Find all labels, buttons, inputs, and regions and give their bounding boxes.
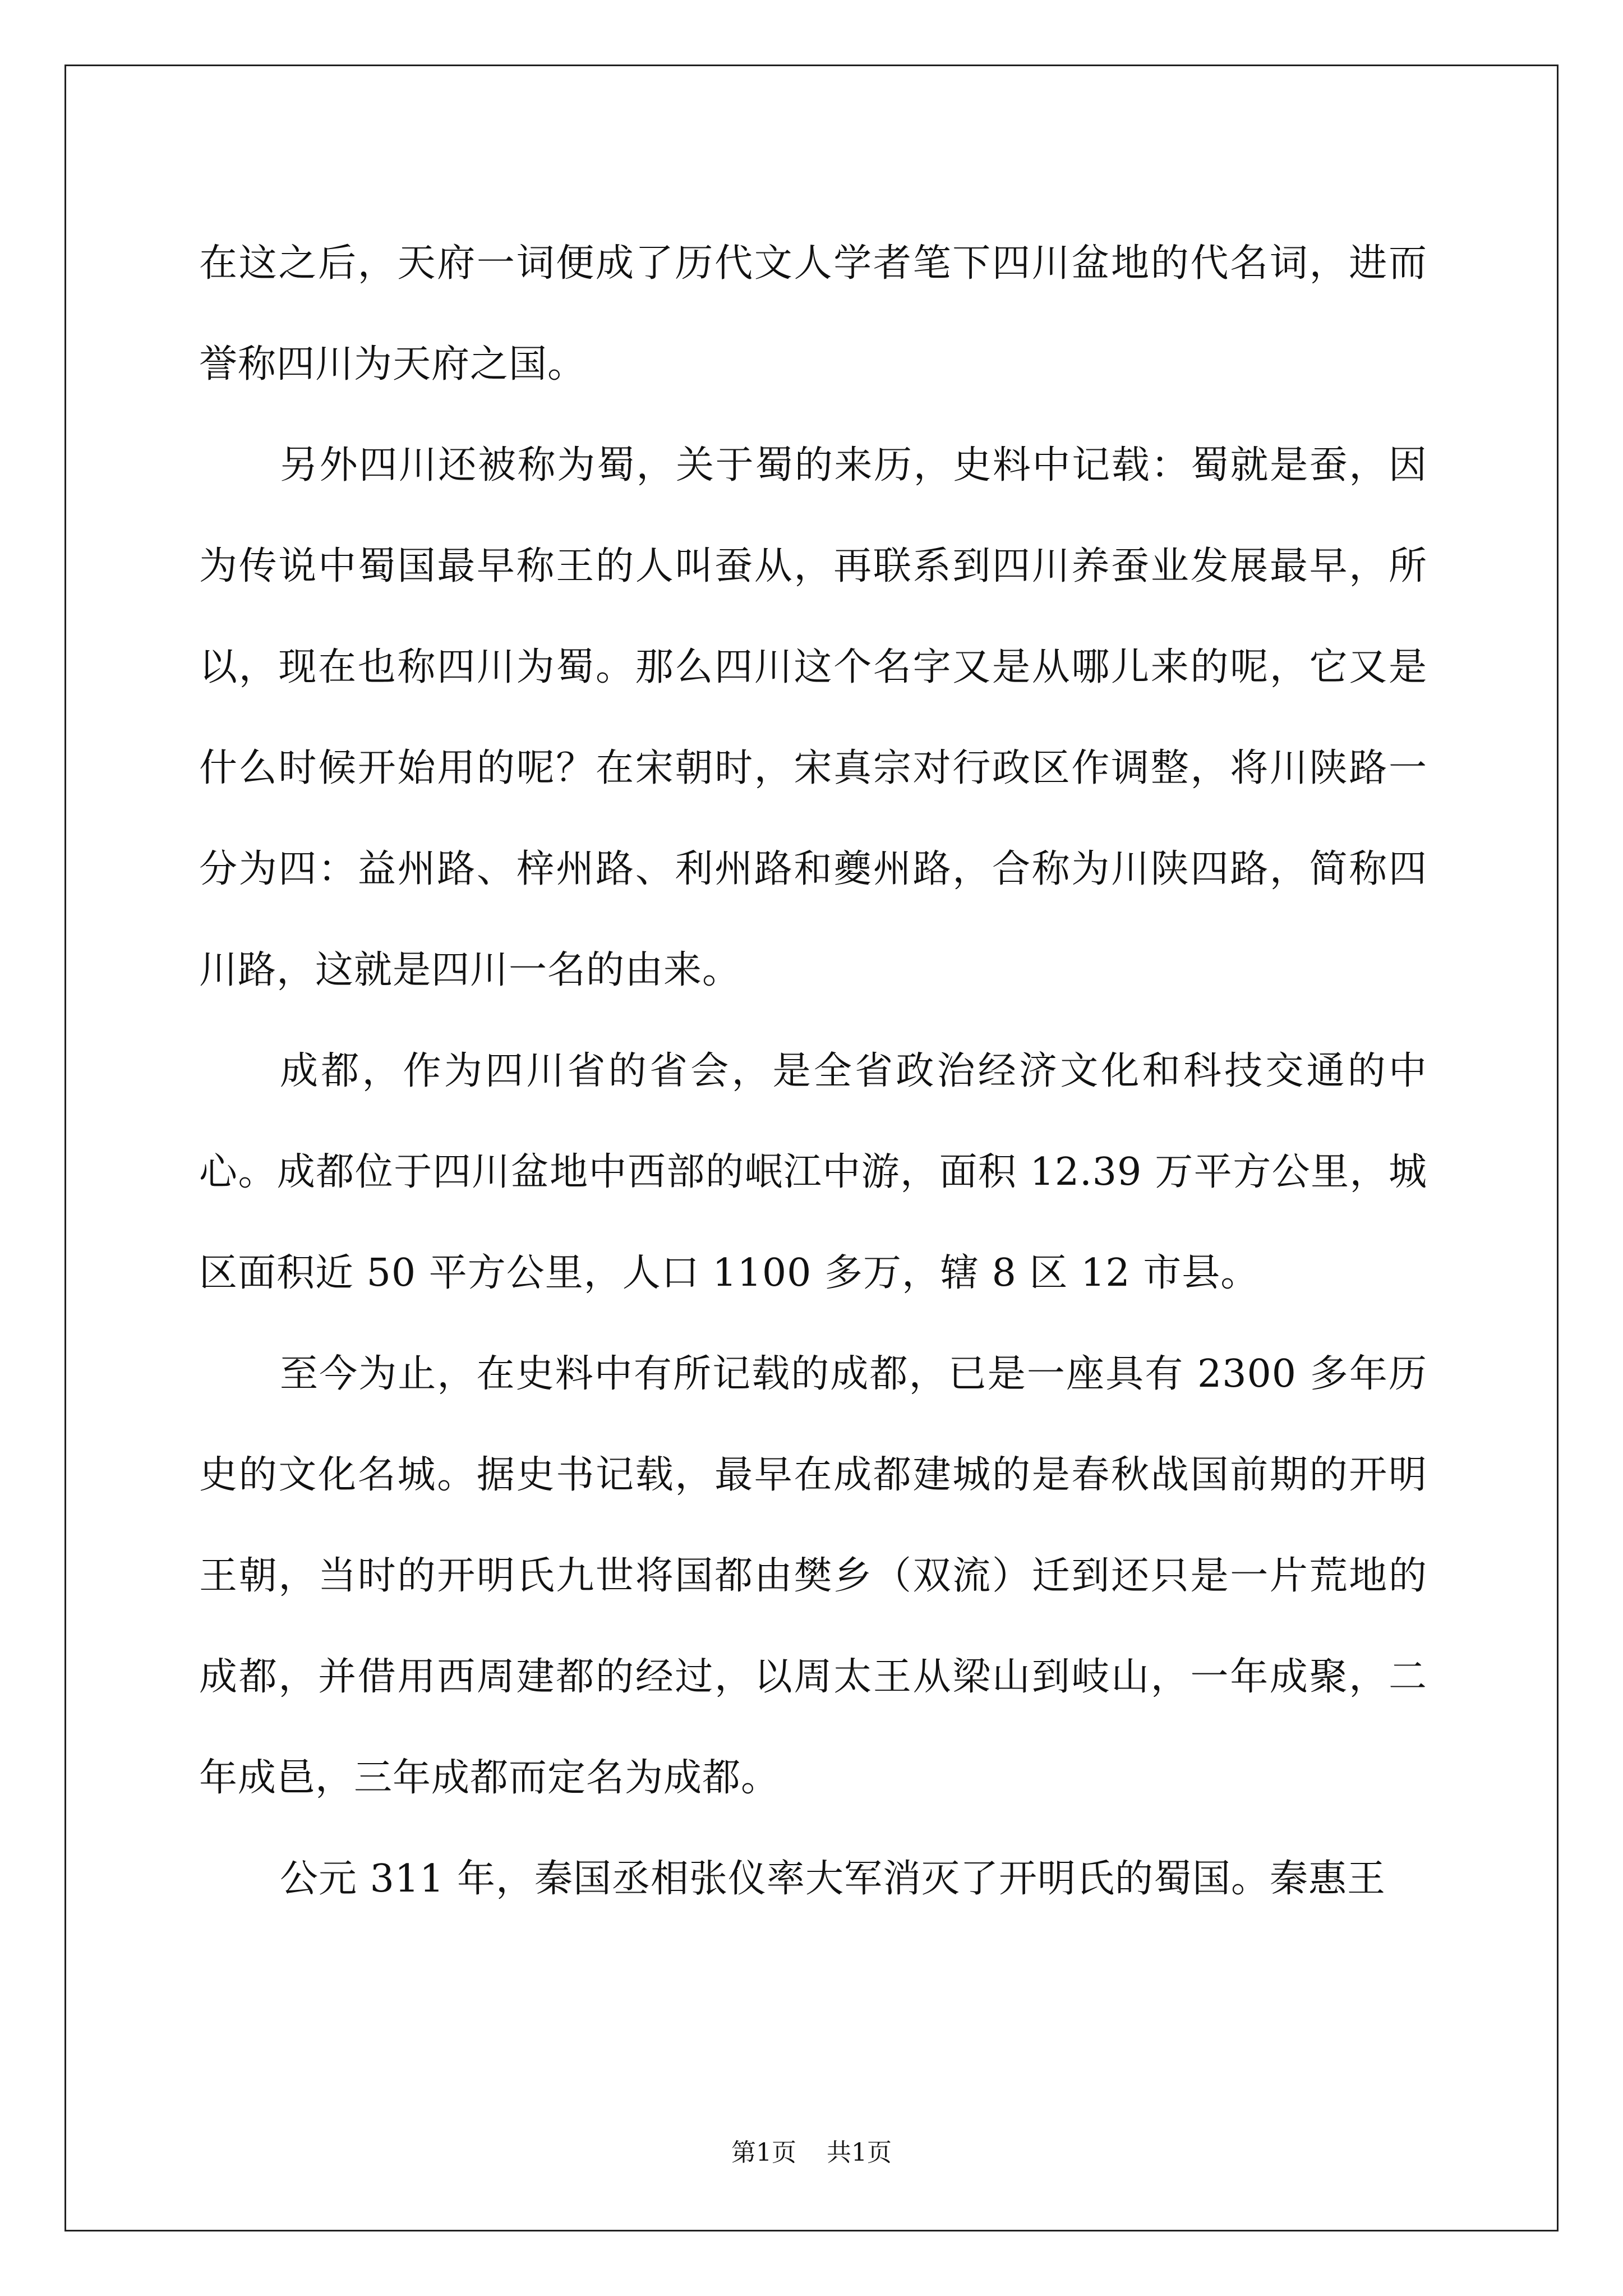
paragraph-1: 在这之后，天府一词便成了历代文人学者笔下四川盆地的代名词，进而誉称四川为天府之国。 [199, 241, 1427, 386]
paragraph-5: 公元 311 年，秦国丞相张仪率大军消灭了开明氏的蜀国。秦惠王 [280, 1857, 1386, 1901]
page-number: 第1页 [731, 2138, 796, 2167]
page-footer [0, 2136, 1623, 2170]
paragraph-3: 成都，作为四川省的省会，是全省政治经济文化和科技交通的中心。成都位于四川盆地中西部的岷江中游，面积 12.39 万平方公里，城区面积近 50 平方公里，人口 1100 多万，辖 8 区 12 市县。 [199, 1049, 1427, 1295]
paragraph-2: 另外四川还被称为蜀，关于蜀的来历，史料中记载：蜀就是蚕，因为传说中蜀国最早称王的人叫蚕从，再联系到四川养蚕业发展最早，所以，现在也称四川为蜀。那么四川这个名字又是从哪儿来的呢，它又是什么时候开始用的呢？在宋朝时，宋真宗对行政区作调整，将川陕路一分为四：益州路、梓州路、利州路和夔州路，合称为川陕四路，简称四川路，这就是四川一名的由来。 [199, 443, 1427, 992]
page-total: 共1页 [827, 2138, 892, 2167]
paragraph-4: 至今为止，在史料中有所记载的成都，已是一座具有 2300 多年历史的文化名城。据史书记载，最早在成都建城的是春秋战国前期的开明王朝，当时的开明氏九世将国都由樊乡（双流）迁到还只是一片荒地的成都，并借用西周建都的经过，以周太王从梁山到岐山，一年成聚，二年成邑，三年成都而定名为成都。 [199, 1352, 1427, 1800]
document-body [199, 213, 1427, 1930]
